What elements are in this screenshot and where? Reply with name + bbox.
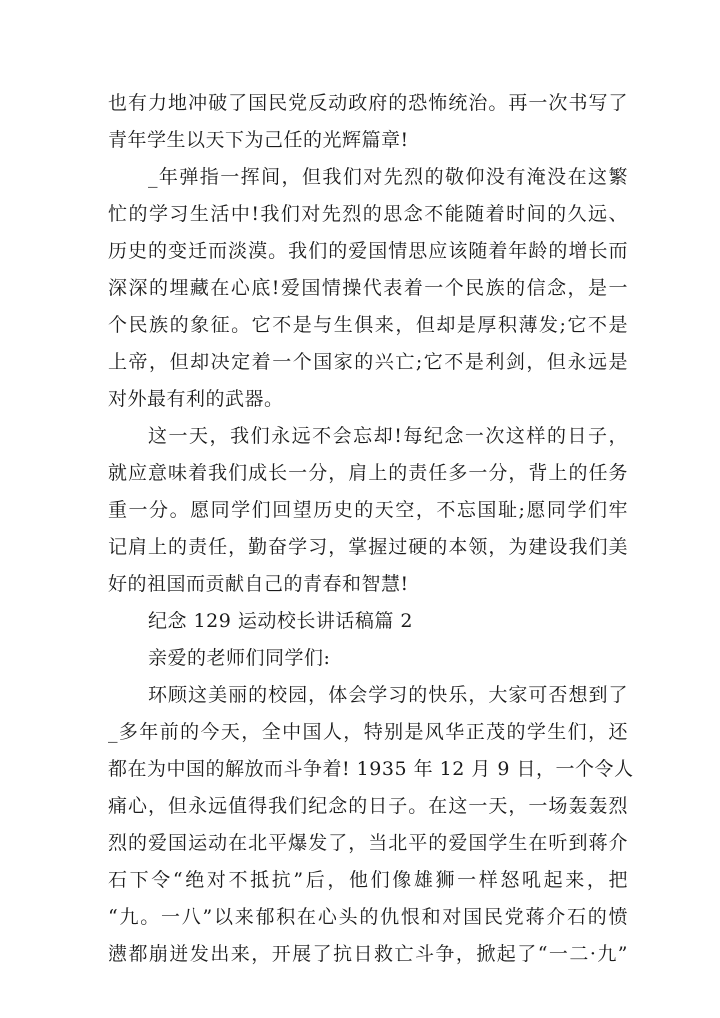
text-line: 痛心，但永远值得我们纪念的日子。在这一天，一场轰轰烈 — [108, 795, 628, 817]
text-line: 忙的学习生活中!我们对先烈的思念不能随着时间的久远、 — [108, 203, 628, 225]
text-line: 这一天，我们永远不会忘却!每纪念一次这样的日子， — [148, 425, 628, 447]
text-line: 就应意味着我们成长一分，肩上的责任多一分，背上的任务 — [108, 462, 628, 484]
text-line: 好的祖国而贡献自己的青春和智慧! — [108, 573, 409, 595]
text-line: 懑都崩迸发出来，开展了抗日救亡斗争，掀起了“一二·九” — [108, 943, 628, 965]
text-line: 上帝，但却决定着一个国家的兴亡;它不是利剑，但永远是 — [108, 351, 628, 373]
text-line: _多年前的今天，全中国人，特别是风华正茂的学生们，还 — [108, 721, 628, 743]
text-line: 都在为中国的解放而斗争着! 1935 年 12 月 9 日，一个令人 — [108, 758, 634, 780]
text-line: 历史的变迁而淡漠。我们的爱国情思应该随着年龄的增长而 — [108, 240, 628, 262]
text-line: 也有力地冲破了国民党反动政府的恐怖统治。再一次书写了 — [108, 92, 628, 114]
text-line: 环顾这美丽的校园，体会学习的快乐，大家可否想到了 — [148, 684, 628, 706]
text-line: 深深的埋藏在心底!爱国情操代表着一个民族的信念，是一 — [108, 277, 628, 299]
text-line: 记肩上的责任，勤奋学习，掌握过硬的本领，为建设我们美 — [108, 536, 628, 558]
text-line: _年弹指一挥间，但我们对先烈的敬仰没有淹没在这繁 — [148, 166, 628, 188]
text-line: 石下令“绝对不抵抗”后，他们像雄狮一样怒吼起来，把 — [108, 869, 628, 891]
text-line: 烈的爱国运动在北平爆发了，当北平的爱国学生在听到蒋介 — [108, 832, 628, 854]
text-line: 重一分。愿同学们回望历史的天空，不忘国耻;愿同学们牢 — [108, 499, 628, 521]
salutation: 亲爱的老师们同学们: — [148, 647, 331, 669]
section-heading: 纪念 129 运动校长讲话稿篇 2 — [148, 610, 413, 632]
text-line: “九。一八”以来郁积在心头的仇恨和对国民党蒋介石的愤 — [108, 906, 628, 928]
text-line: 个民族的象征。它不是与生俱来，但却是厚积薄发;它不是 — [108, 314, 628, 336]
text-line: 对外最有利的武器。 — [108, 388, 284, 410]
text-line: 青年学生以天下为己任的光辉篇章! — [108, 129, 409, 151]
